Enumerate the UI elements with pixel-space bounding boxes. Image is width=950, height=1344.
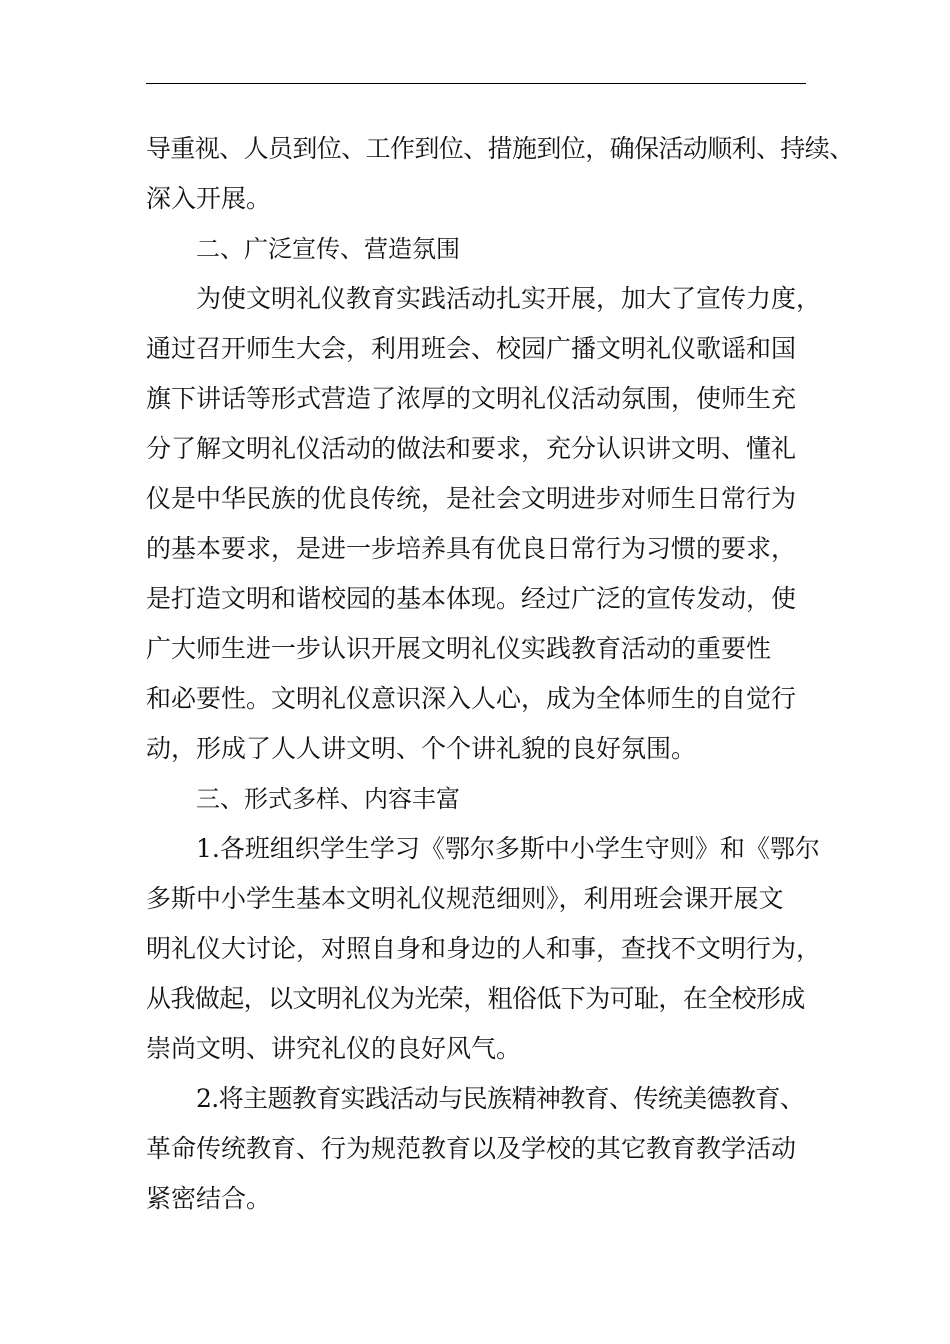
body-line: 通过召开师生大会，利用班会、校园广播文明礼仪歌谣和国: [146, 334, 797, 363]
paragraph-first-line: 为使文明礼仪教育实践活动扎实开展，加大了宣传力度，: [196, 284, 822, 313]
body-line: 和必要性。文明礼仪意识深入人心，成为全体师生的自觉行: [146, 684, 797, 713]
body-line: 深入开展。: [146, 184, 272, 213]
body-line: 从我做起，以文明礼仪为光荣，粗俗低下为可耻，在全校形成: [146, 984, 805, 1013]
document-body: [146, 124, 854, 1224]
section-heading: 三、形式多样、内容丰富: [196, 785, 460, 813]
body-line: 的基本要求，是进一步培养具有优良日常行为习惯的要求，: [146, 534, 797, 563]
body-line: 动，形成了人人讲文明、个个讲礼貌的良好氛围。: [146, 734, 697, 763]
body-line: 导重视、人员到位、工作到位、措施到位，确保活动顺利、持续、: [146, 134, 854, 163]
body-line: 仪是中华民族的优良传统，是社会文明进步对师生日常行为: [146, 484, 797, 513]
body-line: 紧密结合。: [146, 1184, 272, 1213]
body-line: 广大师生进一步认识开展文明礼仪实践教育活动的重要性: [146, 634, 772, 663]
body-line: 革命传统教育、行为规范教育以及学校的其它教育教学活动: [146, 1134, 797, 1163]
body-line: 明礼仪大讨论，对照自身和身边的人和事，查找不文明行为，: [146, 934, 822, 963]
header-rule: [146, 83, 806, 84]
body-line: 旗下讲话等形式营造了浓厚的文明礼仪活动氛围，使师生充: [146, 384, 797, 413]
section-heading: 二、广泛宣传、营造氛围: [196, 235, 460, 263]
body-line: 崇尚文明、讲究礼仪的良好风气。: [146, 1034, 522, 1063]
body-line: 分了解文明礼仪活动的做法和要求，充分认识讲文明、懂礼: [146, 434, 797, 463]
paragraph-first-line: 2.将主题教育实践活动与民族精神教育、传统美德教育、: [196, 1084, 805, 1113]
paragraph-first-line: 1.各班组织学生学习《鄂尔多斯中小学生守则》和《鄂尔: [196, 834, 820, 863]
body-line: 多斯中小学生基本文明礼仪规范细则》，利用班会课开展文: [146, 884, 784, 913]
body-line: 是打造文明和谐校园的基本体现。经过广泛的宣传发动，使: [146, 584, 797, 613]
